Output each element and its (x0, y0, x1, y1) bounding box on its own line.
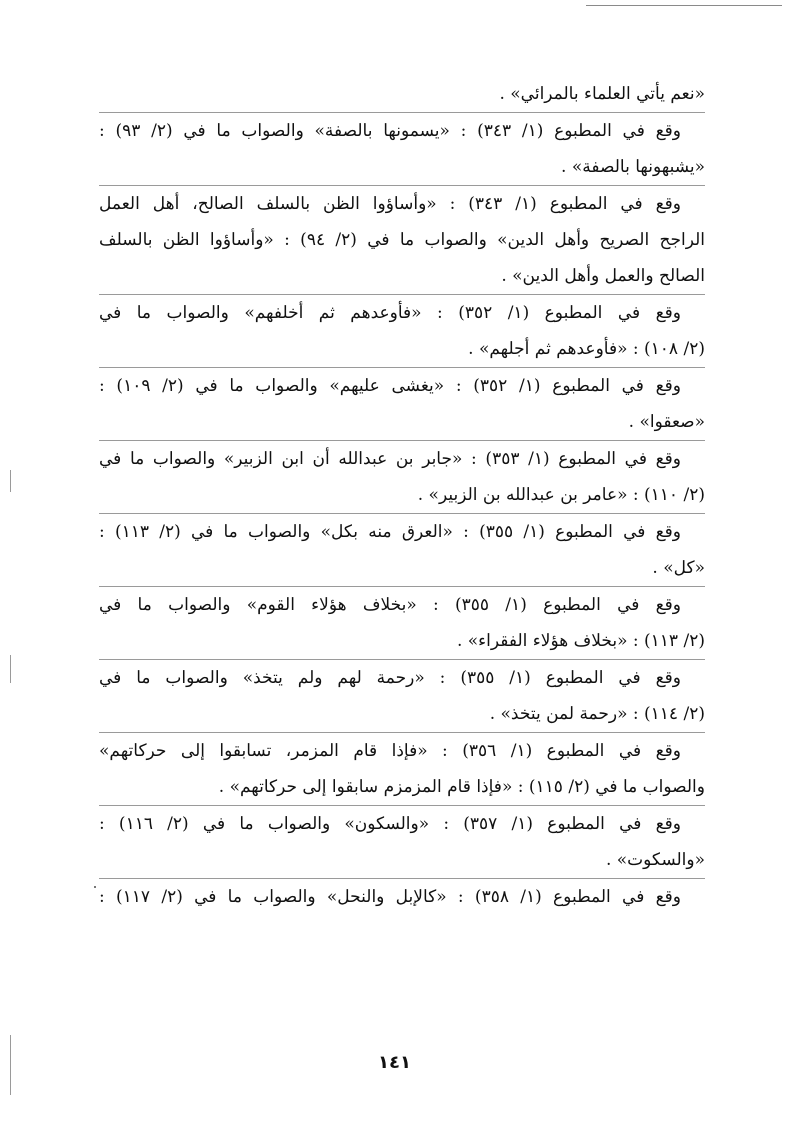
entry-line: «نعم يأتي العلماء بالمرائي» . (499, 84, 705, 104)
correction-entry (99, 879, 705, 915)
correction-entry (99, 514, 705, 587)
page-body (99, 76, 705, 915)
correction-entry (99, 587, 705, 660)
correction-entry (99, 733, 705, 806)
entry-line: «يشبهونها بالصفة» . (561, 157, 705, 177)
correction-entry (99, 806, 705, 879)
entry-line: وقع في المطبوع (١/ ٣٥٣) : «جابر بن عبدالله أن ابن الزبير» والصواب ما في (99, 449, 681, 469)
entry-line: (٢/ ١١٣) : «بخلاف هؤلاء الفقراء» . (456, 631, 705, 651)
entry-line: «صعقوا» . (628, 412, 705, 432)
entry-line: (٢/ ١٠٨) : «فأوعدهم ثم أجلهم» . (468, 339, 705, 359)
entry-line: «كل» . (652, 558, 705, 578)
scan-speck (94, 886, 96, 888)
header-rule (586, 5, 782, 6)
entry-line: (٢/ ١١٠) : «عامر بن عبدالله بن الزبير» . (417, 485, 705, 505)
entry-line: وقع في المطبوع (١/ ٣٥٦) : «فإذا قام المزمر، تسابقوا إلى حركاتهم» (99, 741, 681, 761)
correction-entry (99, 186, 705, 295)
entry-line: وقع في المطبوع (١/ ٣٥٢) : «يغشى عليهم» والصواب ما في (٢/ ١٠٩) : (99, 376, 682, 396)
entry-line: وقع في المطبوع (١/ ٣٥٥) : «بخلاف هؤلاء القوم» والصواب ما في (99, 595, 682, 615)
entry-line: (٢/ ١١٤) : «رحمة لمن يتخذ» . (489, 704, 705, 724)
correction-entry (99, 441, 705, 514)
entry-line: وقع في المطبوع (١/ ٣٥٥) : «العرق منه بكل» والصواب ما في (٢/ ١١٣) : (99, 522, 681, 542)
correction-entry (99, 660, 705, 733)
margin-scan-mark (10, 655, 11, 683)
correction-entry (99, 113, 705, 186)
entry-line: وقع في المطبوع (١/ ٣٥٨) : «كالإبل والنحل» والصواب ما في (٢/ ١١٧) : (99, 887, 682, 907)
entry-line: وقع في المطبوع (١/ ٣٤٣) : «وأساؤوا الظن بالسلف الصالح، أهل العمل (99, 194, 681, 214)
correction-entry (99, 368, 705, 441)
entry-line: وقع في المطبوع (١/ ٣٤٣) : «يسمونها بالصفة» والصواب ما في (٢/ ٩٣) : (99, 121, 681, 141)
entry-line: والصواب ما في (٢/ ١١٥) : «فإذا قام المزمزم سابقوا إلى حركاتهم» . (218, 777, 705, 797)
correction-entry (99, 76, 705, 113)
correction-entry (99, 295, 705, 368)
entry-line: الصالح والعمل وأهل الدين» . (501, 266, 705, 286)
entry-line: وقع في المطبوع (١/ ٣٥٥) : «رحمة لهم ولم يتخذ» والصواب ما في (99, 668, 681, 688)
page-number: ١٤١ (378, 1052, 411, 1073)
entry-line: وقع في المطبوع (١/ ٣٥٢) : «فأوعدهم ثم أخلفهم» والصواب ما في (99, 303, 681, 323)
margin-scan-mark (10, 470, 11, 492)
entry-line: وقع في المطبوع (١/ ٣٥٧) : «والسكون» والصواب ما في (٢/ ١١٦) : (99, 814, 681, 834)
entry-line: الراجح الصريح وأهل الدين» والصواب ما في (٢/ ٩٤) : «وأساؤوا الظن بالسلف (99, 230, 705, 250)
entry-line: «والسكوت» . (605, 850, 705, 870)
